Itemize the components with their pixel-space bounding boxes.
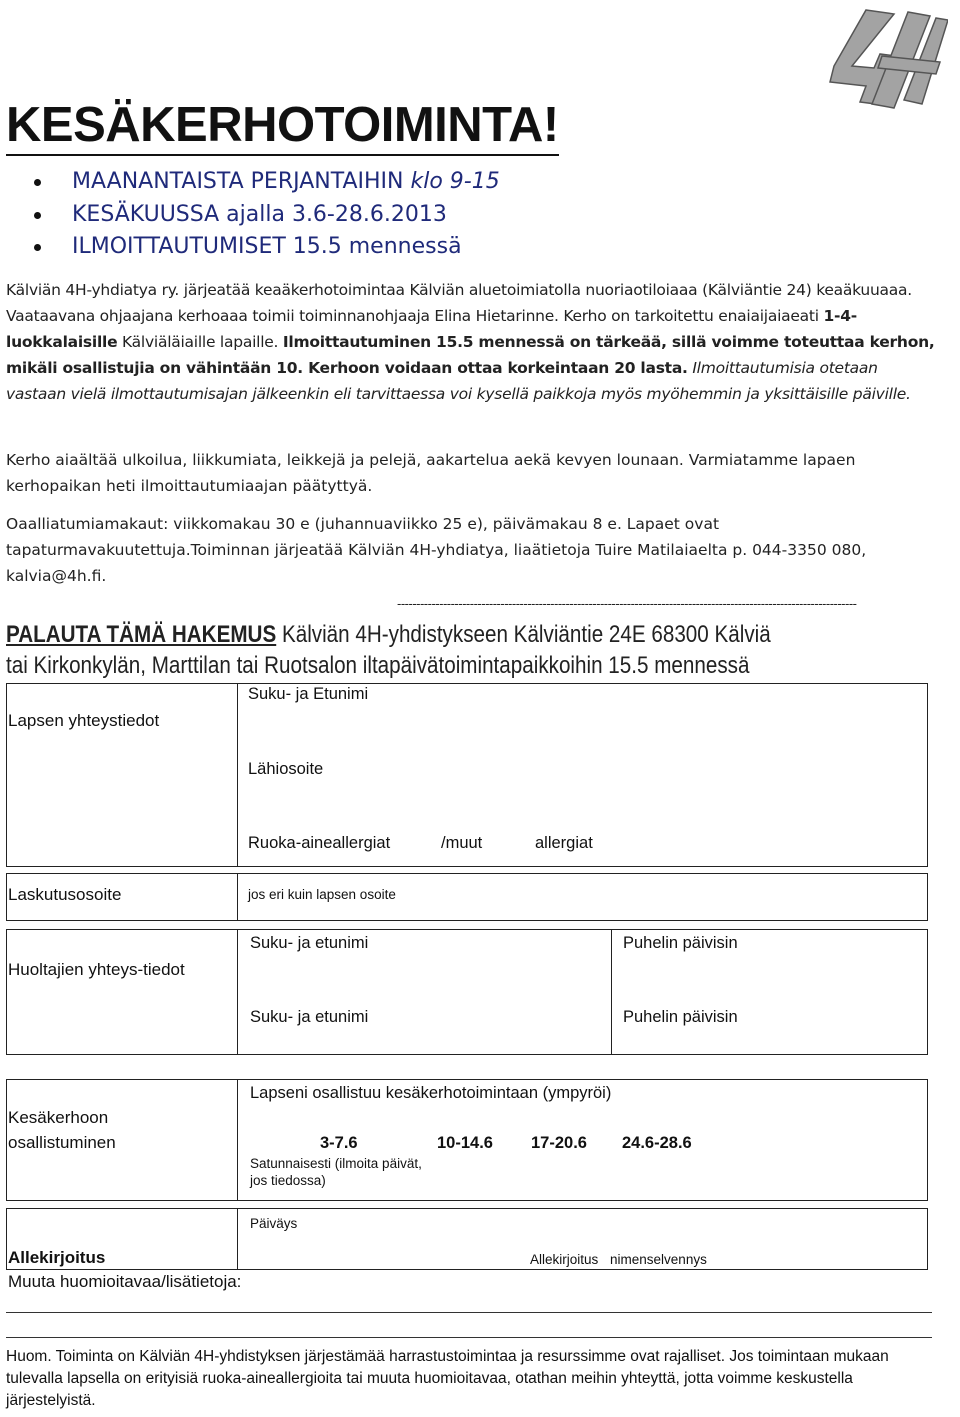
participation-label: Kesäkerhoon osallistuminen — [8, 1108, 116, 1152]
week-option-3[interactable]: 17-20.6 — [531, 1134, 587, 1152]
page-title: KESÄKERHOTOIMINTA! — [6, 96, 559, 156]
intro-registration-text: Ilmoittautuminen 15.5 mennessä on tärkeää, sillä voimme toteuttaa kerhon, mikäli osallistujia on vähintään 10. Kerhoon voidaan ottaa korkeintaan 20 lasta. — [6, 333, 935, 377]
list-item: KESÄKUUSSA ajalla 3.6-28.6.2013 — [34, 199, 500, 232]
date-field[interactable]: Päiväys — [250, 1216, 298, 1231]
extra-info-label: Muuta huomioitavaa/lisätietoja: — [8, 1272, 242, 1291]
key-info-list — [34, 166, 500, 264]
child-name-field[interactable]: Suku- ja Etunimi — [248, 685, 369, 703]
week-option-1[interactable]: 3-7.6 — [320, 1134, 358, 1152]
allergy-field-label-3[interactable]: allergiat — [535, 834, 593, 852]
intro-paragraph — [6, 277, 941, 407]
signature-label: Allekirjoitus — [8, 1248, 106, 1267]
week-option-2[interactable]: 10-14.6 — [437, 1134, 493, 1152]
4h-logo — [812, 4, 948, 134]
divider — [237, 1208, 238, 1270]
guardian-name-field-1[interactable]: Suku- ja etunimi — [250, 934, 369, 952]
participation-instruction: Lapseni osallistuu kesäkerhotoimintaan (ympyröi) — [250, 1084, 612, 1102]
divider — [237, 929, 238, 1055]
note-paragraph: Huom. Toiminta on Kälviän 4H-yhdistyksen järjestämää harrastustoimintaa ja resurssimme ovat rajalliset. Jos toimintaan mukaan tulevalla lapsella on erityisiä ruoka-aineallergioita tai muuta huomioitavaa, otathan meihin yhteyttä, jotta voimme keskustella järjestelyistä. — [6, 1348, 889, 1409]
time-text: klo 9-15 — [410, 169, 500, 194]
list-item: ILMOITTAUTUMISET 15.5 mennessä — [34, 231, 500, 264]
fees-paragraph — [6, 511, 941, 589]
return-instructions-line-2: tai Kirkonkylän, Marttilan tai Ruotsalon iltapäivätoimintapaikkoihin 15.5 mennessä — [6, 652, 750, 679]
intro-grade-text: 1-4-luokkalaisille — [6, 307, 857, 351]
signature-section — [6, 1208, 928, 1270]
week-option-4[interactable]: 24.6-28.6 — [622, 1134, 692, 1152]
guardian-name-field-2[interactable]: Suku- ja etunimi — [250, 1008, 369, 1026]
guardian-section — [6, 929, 928, 1055]
divider — [237, 1079, 238, 1201]
divider — [611, 929, 612, 1055]
return-heading: PALAUTA TÄMÄ HAKEMUS — [6, 621, 277, 648]
cut-line: ------------------------------------------------------------------------------------------------------------------------ — [397, 596, 857, 611]
list-item — [34, 166, 500, 199]
intro-text-2: Kälviäläiaille lapaille. — [117, 333, 283, 351]
guardian-phone-field-1[interactable]: Puhelin päivisin — [623, 934, 738, 952]
divider — [237, 873, 238, 921]
extra-info-line-2[interactable] — [6, 1337, 932, 1338]
billing-section — [6, 873, 928, 921]
occasional-option[interactable]: Satunnaisesti (ilmoita päivät, jos tiedossa) — [250, 1156, 422, 1188]
return-address: Kälviän 4H-yhdistykseen Kälviäntie 24E 68300 Kälviä — [276, 621, 771, 648]
fees-text: Oaalliatumiamakaut: viikkomakau 30 e (juhannuaviikko 25 e), päivämakau 8 e. Lapaet ovat tapaturmavakuutettuja.Toiminnan järjeatää Kälviän 4H-yhdiatya, liaätietoja Tuire Matilaiaelta p. 044-3350 080, kalvia@4h.fi. — [6, 515, 867, 585]
guardian-label: Huoltajien yhteys-tiedot — [8, 960, 185, 979]
intro-text: Kälviän 4H-yhdiatya ry. järjeatää keaäkerhotoimintaa Kälviän aluetoimiatolla nuoriaotiloiaaa (Kälviäntie 24) keaäkuuaaa. Vaataavana ohjaajana kerhoaaa toimii toiminnanohjaaja Elina Hietarinne. Kerho on tarkoitettu enaiaijaiaeati — [6, 281, 912, 325]
allergy-field-label-1[interactable]: Ruoka-aineallergiat — [248, 834, 391, 852]
intro-late-registration-text: Ilmoittautumisia otetaan vastaan vielä ilmottautumisajan jälkeenkin eli tarvittaessa voi kysellä paikkoja myös myöhemmin ja yksittäisille päiville. — [6, 359, 911, 403]
child-address-field[interactable]: Lähiosoite — [248, 760, 324, 778]
guardian-phone-field-2[interactable]: Puhelin päivisin — [623, 1008, 738, 1026]
billing-label: Laskutusosoite — [8, 885, 122, 904]
schedule-text: MAANANTAISTA PERJANTAIHIN — [72, 169, 411, 194]
billing-address-field[interactable]: jos eri kuin lapsen osoite — [248, 887, 396, 902]
divider — [237, 683, 238, 867]
extra-info-line-1[interactable] — [6, 1312, 932, 1313]
child-info-label: Lapsen yhteystiedot — [8, 711, 160, 730]
activities-paragraph: Kerho aiaältää ulkoilua, liikkumiata, leikkejä ja pelejä, aakartelua aekä kevyen lounaan. Varmiatamme lapaen kerhopaikan heti ilmoittautumiaajan päätyttyä. — [6, 451, 856, 495]
return-instructions-line-1 — [6, 621, 771, 649]
allergy-field-label-2[interactable]: /muut — [441, 834, 483, 852]
signature-field[interactable]: Allekirjoitus nimenselvennys — [530, 1252, 707, 1267]
